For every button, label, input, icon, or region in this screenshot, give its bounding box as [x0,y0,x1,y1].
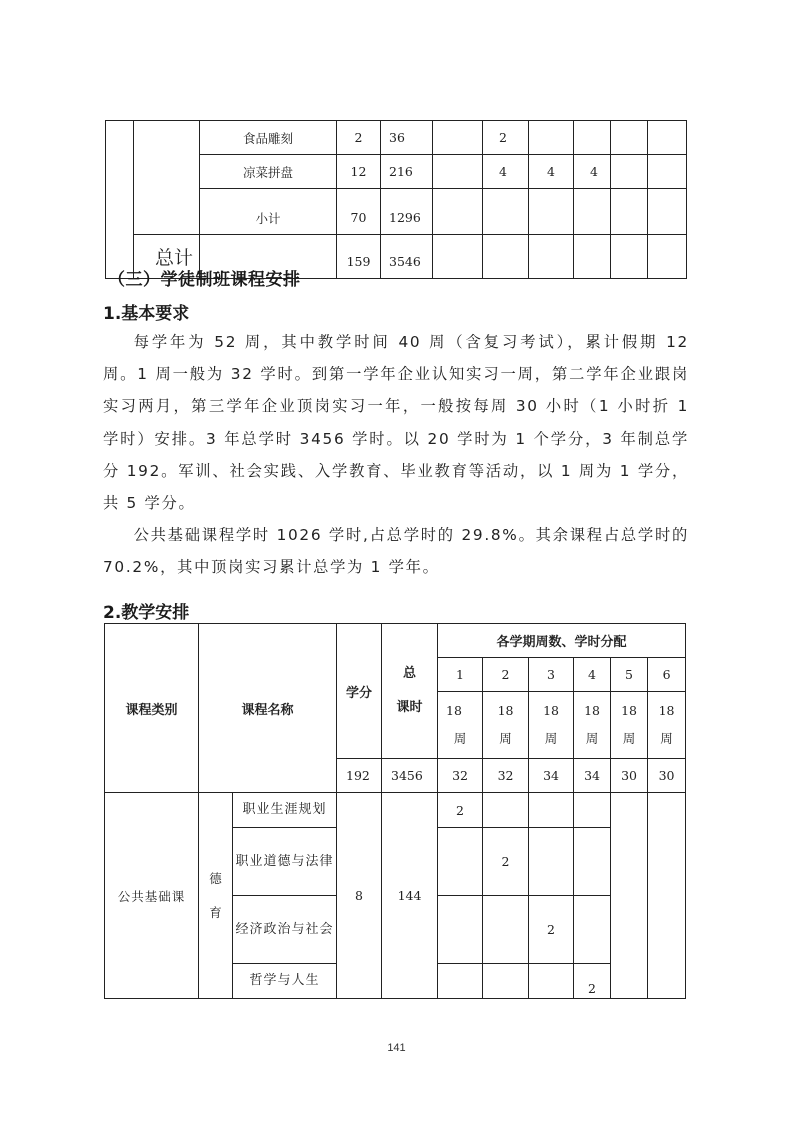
subsection-heading-teaching-schedule: 2.教学安排 [103,603,190,623]
empty-cell [574,235,611,279]
semester-3-cell [529,793,574,828]
weekly-hours: 34 [574,759,611,793]
semester-3-cell [529,121,574,155]
semester-2-cell [483,964,529,999]
hours-cell: 1296 [381,189,433,235]
semester-5-cell [611,155,648,189]
subtotal-label: 小计 [200,189,337,235]
semester-weeks [529,692,574,759]
subcategory-cell [134,121,200,235]
total-credits: 159 [337,235,381,279]
semester-4-cell [574,896,611,964]
semester-4-cell: 4 [574,155,611,189]
semester-2-cell: 2 [483,828,529,896]
semester-6-cell [648,121,687,155]
semester-6-cell [648,189,687,235]
weeks-unit: 周 [660,731,673,746]
semester-4-cell [574,121,611,155]
weeks-unit: 周 [622,731,636,746]
header-total-hours-top: 总 [403,666,417,681]
semester-number: 3 [529,658,574,692]
course-name: 职业道德与法律 [233,828,337,896]
semester-3-cell [529,828,574,896]
semester-2-cell [483,189,529,235]
weeks-number: 18 [446,703,462,718]
weekly-hours: 32 [483,759,529,793]
semester-weeks [648,692,686,759]
semester-weeks [483,692,529,759]
semester-4-cell [574,793,611,828]
semester-5-cell [611,189,648,235]
semester-3-cell [529,189,574,235]
category-cell: 公共基础课 [105,793,199,999]
semester-4-cell [574,828,611,896]
semester-number: 2 [483,658,529,692]
subsection-heading-basic-requirements: 1.基本要求 [103,304,190,324]
credits-cell: 8 [337,793,382,999]
empty-cell [611,235,648,279]
semester-weeks [574,692,611,759]
course-name: 经济政治与社会 [233,896,337,964]
body-paragraph-2 [103,519,689,583]
semester-number: 6 [648,658,686,692]
weekly-hours: 34 [529,759,574,793]
semester-number: 1 [438,658,483,692]
header-total-hours-bottom: 课时 [396,700,423,715]
empty-cell [648,235,687,279]
category-cell [106,121,134,279]
weekly-hours: 30 [648,759,686,793]
semester-2-cell: 2 [483,121,529,155]
semester-1-cell [433,155,483,189]
semester-3-cell: 4 [529,155,574,189]
semester-4-cell [574,189,611,235]
weeks-unit: 周 [499,731,512,746]
semester-5-cell [611,121,648,155]
weekly-hours: 32 [438,759,483,793]
semester-weeks [611,692,648,759]
semester-1-cell: 2 [438,793,483,828]
credits-cell: 70 [337,189,381,235]
semester-1-cell [433,189,483,235]
subcategory-char: 德 [209,870,222,886]
course-name: 职业生涯规划 [233,793,337,828]
total-hours: 3456 [382,759,438,793]
semester-3-cell [529,964,574,999]
semester-2-cell [483,793,529,828]
empty-cell [483,235,529,279]
semester-5-cell [611,793,648,999]
course-name: 哲学与人生 [233,964,337,999]
semester-1-cell [433,121,483,155]
body-paragraph-1 [103,326,689,519]
weeks-number: 18 [621,703,637,718]
hours-cell: 216 [381,155,433,189]
header-total-hours [382,624,438,759]
semester-6-cell [648,155,687,189]
semester-number: 4 [574,658,611,692]
section-heading: （三）学徒制班课程安排 [108,270,301,290]
table-row [105,793,686,828]
weeks-unit: 周 [453,731,467,746]
teaching-schedule-table [104,623,686,999]
weeks-unit: 周 [585,731,599,746]
semester-4-cell: 2 [574,964,611,999]
weeks-unit: 周 [544,731,558,746]
course-table-continued [105,120,687,279]
subcategory-char: 育 [209,904,222,920]
semester-2-cell [483,896,529,964]
header-semester-group: 各学期周数、学时分配 [438,624,686,658]
weekly-hours: 30 [611,759,648,793]
total-hours: 3546 [381,235,433,279]
header-row [105,624,686,658]
hours-cell: 36 [381,121,433,155]
header-category: 课程类别 [105,624,199,793]
empty-cell [433,235,483,279]
semester-weeks [438,692,483,759]
weeks-number: 18 [658,703,675,718]
header-course-name: 课程名称 [199,624,337,793]
weeks-number: 18 [497,703,514,718]
semester-1-cell [438,828,483,896]
total-label: 总计 [134,235,200,279]
weeks-number: 18 [584,703,600,718]
hours-cell: 144 [382,793,438,999]
page-number: 141 [387,1042,406,1054]
table-row [106,121,687,155]
paragraph-text: 每学年为 52 周，其中教学时间 40 周（含复习考试），累计假期 12 周。1 周一般为 32 学时。到第一学年企业认知实习一周，第二学年企业跟岗实习两月，第三学年企业顶岗实习一年，一般按每周 30 小时（1 小时折 1 学时）安排。3 年总学时 3456 学时。以 20 学时为 1 个学分，3 年制总学分 192。军训、社会实践、入学教育、毕业教育等活动，以 1 周为 1 学分，共 5 学分。 [103,333,689,513]
semester-1-cell [438,896,483,964]
weeks-number: 18 [543,703,559,718]
subcategory-cell [199,793,233,999]
course-name: 食品雕刻 [200,121,337,155]
semester-number: 5 [611,658,648,692]
header-credits: 学分 [337,624,382,759]
total-credits: 192 [337,759,382,793]
empty-cell [529,235,574,279]
semester-3-cell: 2 [529,896,574,964]
credits-cell: 12 [337,155,381,189]
semester-6-cell [648,793,686,999]
semester-1-cell [438,964,483,999]
credits-cell: 2 [337,121,381,155]
semester-2-cell: 4 [483,155,529,189]
course-name: 凉菜拼盘 [200,155,337,189]
paragraph-text: 公共基础课程学时 1026 学时,占总学时的 29.8%。其余课程占总学时的 70.2%，其中顶岗实习累计总学为 1 学年。 [103,526,689,577]
